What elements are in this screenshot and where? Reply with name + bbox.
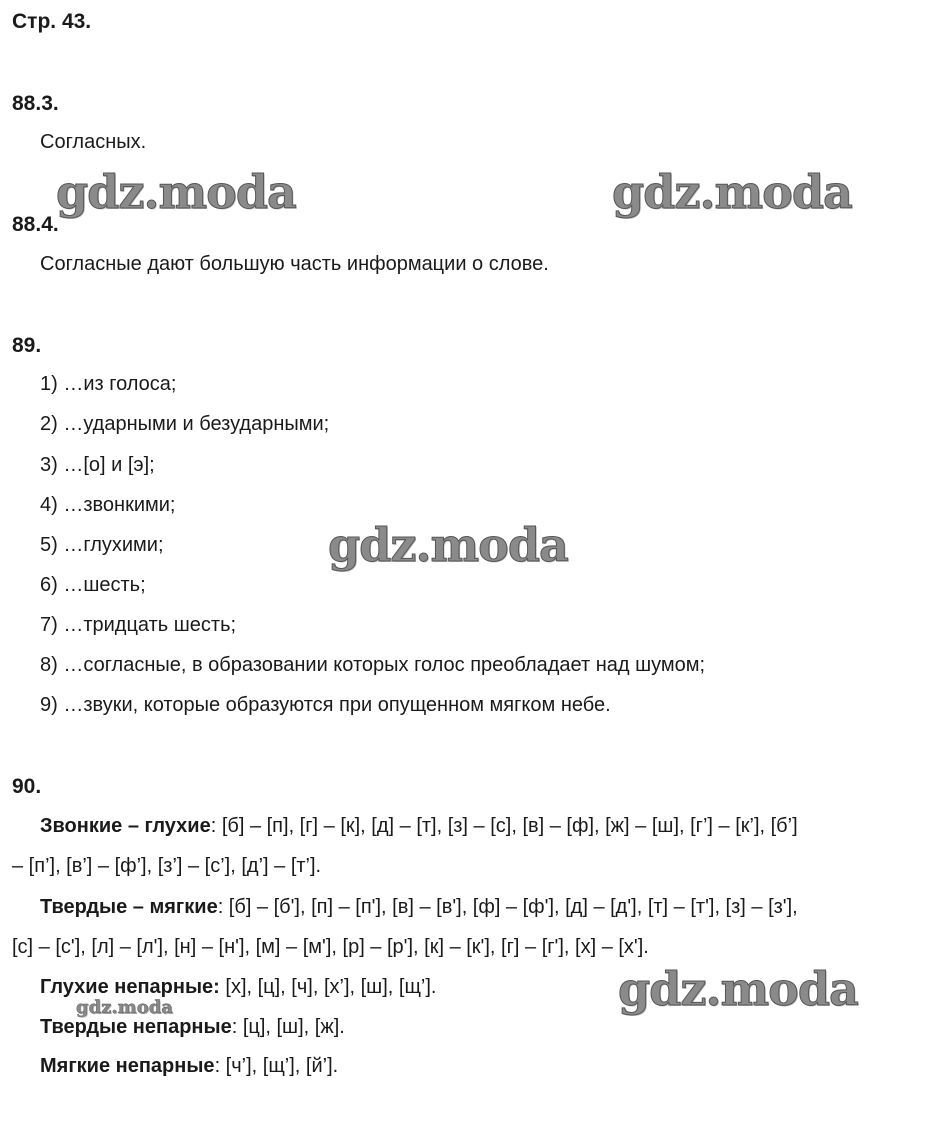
section-88-4-answer: Согласные дают большую часть информации о слове. <box>40 253 549 275</box>
voiceless-unpaired-line <box>40 976 436 999</box>
hard-unpaired-line <box>40 1016 345 1039</box>
watermark-logo: gdz.moda <box>612 165 852 219</box>
watermark-logo: gdz.moda <box>56 165 296 219</box>
page-title: Стр. 43. <box>12 10 92 33</box>
list-item: 6) …шесть; <box>40 574 146 596</box>
list-item: 9) …звуки, которые образуются при опущенном мягком небе. <box>40 694 611 716</box>
section-88-3-number: 88.3. <box>12 92 59 115</box>
hard-unpaired-list: : [ц], [ш], [ж]. <box>231 1016 345 1038</box>
list-item: 5) …глухими; <box>40 534 164 556</box>
hard-soft-line-2: [с] – [с'], [л] – [л'], [н] – [н'], [м] – [м'], [р] – [р'], [к] – [к'], [г] – [г'], [х] – [х']. <box>12 936 649 958</box>
voiced-voiceless-line-2: – [п’], [в’] – [ф’], [з’] – [с’], [д’] – [т’]. <box>12 855 322 877</box>
soft-unpaired-list: : [ч’], [щ’], [й’]. <box>214 1055 339 1077</box>
list-item: 7) …тридцать шесть; <box>40 614 237 636</box>
voiced-voiceless-line-1 <box>40 815 798 838</box>
list-item: 2) …ударными и безударными; <box>40 413 330 435</box>
soft-unpaired-label: Мягкие непарные <box>40 1055 215 1077</box>
watermark-logo: gdz.moda <box>328 518 568 572</box>
list-item: 1) …из голоса; <box>40 373 177 395</box>
voiced-voiceless-pairs: : [б] – [п], [г] – [к], [д] – [т], [з] – [с], [в] – [ф], [ж] – [ш], [г’] – [к’], [б’] <box>210 815 798 837</box>
watermark-logo: gdz.moda <box>618 962 858 1016</box>
section-90-number: 90. <box>12 775 42 798</box>
hard-unpaired-label: Твердые непарные <box>40 1016 232 1038</box>
voiceless-unpaired-list: [х], [ц], [ч], [х’], [ш], [щ’]. <box>219 976 437 998</box>
voiced-voiceless-label: Звонкие – глухие <box>40 815 211 837</box>
list-item: 4) …звонкими; <box>40 494 176 516</box>
section-88-4-number: 88.4. <box>12 213 59 236</box>
hard-soft-label: Твердые – мягкие <box>40 896 218 918</box>
watermark-logo: gdz.moda <box>76 997 173 1018</box>
voiceless-unpaired-label: Глухие непарные: <box>40 976 220 998</box>
hard-soft-line-1 <box>40 896 798 919</box>
section-89-number: 89. <box>12 334 42 357</box>
section-88-3-answer: Согласных. <box>40 131 147 153</box>
list-item: 8) …согласные, в образовании которых голос преобладает над шумом; <box>40 654 706 676</box>
list-item: 3) …[о] и [э]; <box>40 454 155 476</box>
hard-soft-pairs: : [б] – [б'], [п] – [п'], [в] – [в'], [ф] – [ф'], [д] – [д'], [т] – [т'], [з] – [з'], <box>217 896 798 918</box>
soft-unpaired-line <box>40 1055 338 1078</box>
